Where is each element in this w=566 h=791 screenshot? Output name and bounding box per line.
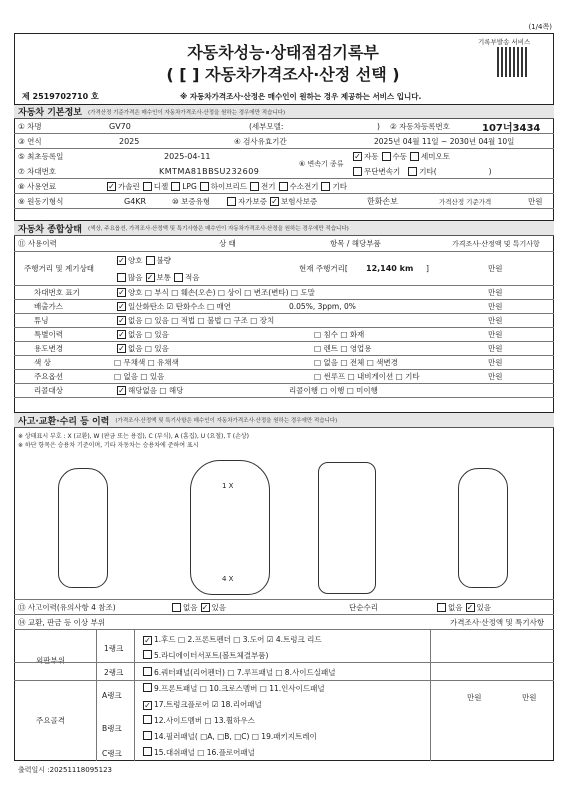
rank2-items: 6.쿼터패널(리어펜더) □ 7.루프패널 □ 8.사이드실패널 [140, 667, 335, 678]
subtitle: ( [ ] 자동차가격조사·산정 선택 ) [166, 65, 400, 84]
car-frame-diagram [318, 462, 376, 594]
rankA-items1: 9.프론트패널 □ 10.크로스멤버 □ 11.인사이드패널 [140, 683, 325, 694]
title: 자동차성능·상태점검기록부 [187, 43, 379, 62]
price-won-2: 만원 [522, 693, 537, 702]
main-frame-label: 주요골격 [36, 716, 65, 725]
legend-line2: ※ 하단 항목은 승용차 기준이며, 기타 자동차는 승용차에 준하여 표시 [18, 442, 199, 449]
car-name: GV70 [109, 121, 131, 131]
rankA-label: A랭크 [102, 691, 122, 700]
overall-header: 자동차 종합상태 (색상, 주요옵션, 가격조사·산정액 및 특기사항은 매수인이 자동차가격조사·산정을 원하는 경우에만 적습니다) [14, 220, 554, 236]
vin: KMTMA81BBSU232609 [159, 167, 260, 176]
state-row: 색 상 □ 무채색 □ 유채색 □ 없음 □ 전체 □ 색변경 만원 [14, 356, 554, 370]
car-side-right-diagram [458, 468, 508, 588]
rank1-items: ✓ 1.후드 □ 2.프론트펜더 □ 3.도어 ☑ 4.트렁크 리드 [144, 635, 322, 645]
mileage-row: 주행거리 및 계기상태 ✓ 양호 불량 많음 ✓ 보통 적음 현재 주행거리[ 12,140 km ] 만원 [14, 252, 554, 286]
basic-row-name: ① 차명 GV70 (세부모델: ) ② 자동차등록번호 107너3434 [14, 119, 554, 134]
state-row: 리콜대상 ✓ 해당없음 □ 해당 리콜이행 □ 이행 □ 미이행 [14, 384, 554, 398]
state-row: 차대번호 표기 ✓ 양호 □ 부식 □ 훼손(오손) □ 상이 □ 변조(변타) □ 도말 만원 [14, 286, 554, 300]
mileage-value: 12,140 km [366, 264, 414, 273]
rankA-items2: ✓ 17.트렁크플로어 ☑ 18.리어패널 [144, 700, 262, 710]
price-won-1: 만원 [467, 693, 482, 702]
state-row: 용도변경 ✓ 없음 □ 있음 □ 렌트 □ 영업용 만원 [14, 342, 554, 356]
rank2-label: 2랭크 [104, 668, 124, 677]
basic-row-motor: ⑨ 원동기형식 G4KR ⑩ 보증유형 자가보증 ✓ 보험사보증 한화손보 가격산정 기준가격 만원 [14, 194, 554, 209]
state-row: 주요옵션 □ 없음 □ 있음 □ 썬루프 □ 내비게이션 □ 기타 만원 [14, 370, 554, 384]
rankB-label: B랭크 [102, 724, 122, 733]
document-note: ※ 자동차가격조사·산정은 매수인이 원하는 경우 제공하는 서비스 입니다. [180, 92, 422, 101]
basic-row-year: ③ 연식 2025 ④ 검사유효기간 2025년 04월 11일 ~ 2030년 04월 10일 [14, 134, 554, 149]
rankC-label: C랭크 [102, 749, 122, 758]
exchange-header-row: ⑭ 교환, 판금 등 이상 부위 가격조사·산정액 및 특기사항 [14, 615, 554, 630]
damage-mark-trunk: 4 X [222, 575, 234, 583]
state-row: 배출가스 ✓ 일산화탄소 ☑ 탄화수소 □ 매연 0.05%, 3ppm, 0% 만원 [14, 300, 554, 314]
printed-datetime: 출력일시 :20251118095123 [18, 766, 112, 774]
car-side-left-diagram [58, 468, 108, 588]
document-number: 제 2519702710 호 [22, 92, 99, 101]
overall-col-header: ⑪ 사용이력 상 태 항목 / 해당부품 가격조사·산정액 및 특기사항 [14, 236, 554, 252]
damage-mark-hood: 1 X [222, 482, 234, 490]
rank1b-items: 5.라디에이터서포트(볼트체결부품) [140, 650, 268, 661]
legend-line1: ※ 상태표시 부호 : X (교환), W (판금 또는 용접), C (부식), A (흠집), U (요철), T (손상) [18, 433, 250, 440]
registration-number: 107너3434 [482, 122, 541, 134]
basic-info-header: 자동차 기본정보 (가격산정 기준가격은 매수인이 자동차가격조사·산정을 원하는 경우에만 적습니다) [14, 104, 554, 119]
basic-row-fuel: ⑧ 사용연료 ✓ 가솔린 디젤 LPG 하이브리드 전기 수소전기 기타 [14, 179, 554, 194]
rank1-label: 1랭크 [104, 644, 124, 653]
accident-header: 사고·교환·수리 등 이력 (가격조사·산정액 및 특기사항은 매수인이 자동차가격조사·산정을 원하는 경우에만 적습니다) [14, 412, 554, 428]
rankC-items: 15.대쉬패널 □ 16.플로어패널 [140, 747, 255, 758]
rankB-items2: 14.필러패널( □A, □B, □C) □ 19.패키지트레이 [140, 731, 317, 742]
state-row: 튜닝 ✓ 없음 □ 있음 □ 적법 □ 불법 □ 구조 □ 장치 만원 [14, 314, 554, 328]
state-row: 특별이력 ✓ 없음 □ 있음 □ 침수 □ 화재 만원 [14, 328, 554, 342]
service-note: 기록부발송 서비스 [478, 38, 531, 46]
accident-history-row: ⑬ 사고이력(유의사항 4 참조) 없음 ✓ 있음 단순수리 없음 ✓ 있음 [14, 599, 554, 615]
page-number: (1/4쪽) [528, 23, 552, 31]
basic-row-first-reg: ⑤ 최초등록일 2025-04-11 ⑦ 차대번호 KMTMA81BBSU232609 ⑥ 변속기 종류 ✓ 자동 수동 세미오토 무단변속기 기타( ) [14, 149, 554, 179]
outer-panel-label: 외판부위 [36, 656, 65, 665]
rankB-items1: 12.사이드멤버 □ 13.휠하우스 [140, 715, 255, 726]
